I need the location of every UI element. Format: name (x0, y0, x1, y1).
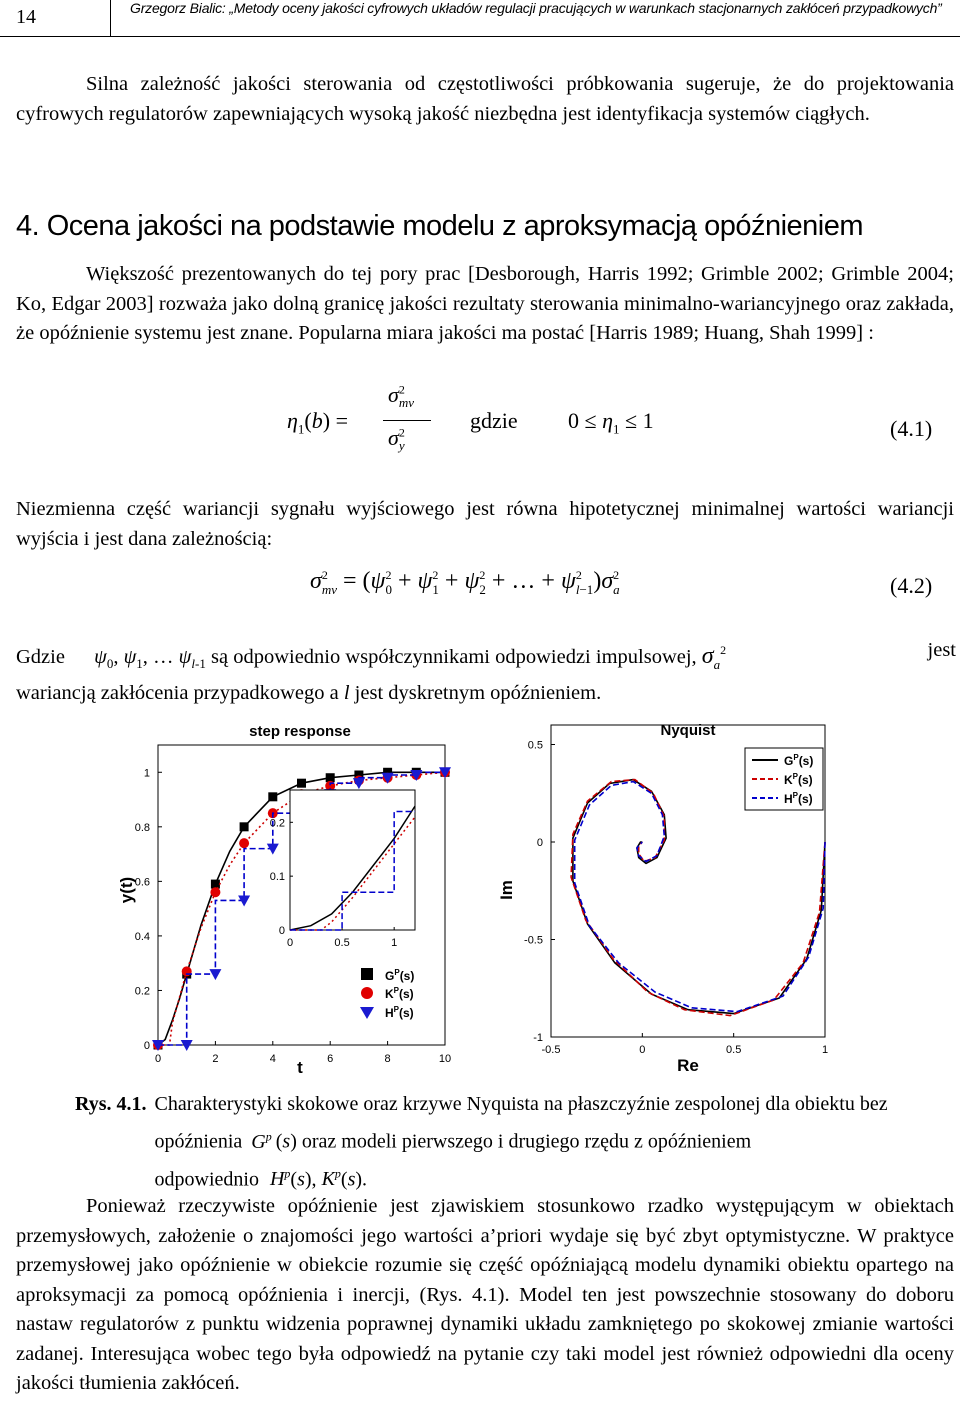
inset-ytick-label: 0.1 (269, 871, 285, 884)
eq1-number: (4.1) (890, 416, 933, 441)
inset-xtick-label: 0.5 (334, 937, 350, 949)
step-ytick-label: 0 (143, 1040, 150, 1052)
p4-psi-list: $\psi_0$, $\psi_1$, … $\psi_{l-1}$ (94, 646, 206, 672)
caption-text-1: Charakterystyki skokowe oraz krzywe Nyquista na płaszczyźnie zespolonej dla obiektu bez opóźnienia (154, 1093, 888, 1153)
step-title: step response (249, 723, 351, 740)
nyquist-xlabel: Re (677, 1056, 699, 1075)
nyq-xtick-label: 0.5 (726, 1044, 742, 1056)
eq1-denominator: $\sigma^2_y$ (388, 425, 405, 454)
paragraph-variance: Niezmienna część wariancji sygnału wyjściowego jest równa hipotetycznej minimalnej wartości wariancji wyjścia i jest dana zależnością: (16, 498, 954, 550)
step-ytick-label: 0.4 (134, 930, 150, 943)
nyq-series-line-2 (575, 782, 825, 1012)
nyq-xtick-label: 1 (821, 1044, 829, 1056)
paragraph-intro: Silna zależność jakości sterowania od częstotliwości próbkowania sugeruje, że do projektowania cyfrowych regulatorów zapewniających wysoką jakość niezbędna jest identyfikacja systemów ciągłych. (16, 73, 954, 125)
legend-marker-g (361, 968, 373, 980)
step-xtick-label: 4 (269, 1053, 276, 1065)
caption-text-2: oraz modeli pierwszego i drugiego rzędu z opóźnieniem (301, 1130, 752, 1153)
legend-k-label: $K^P(s)$ (385, 986, 414, 1001)
nyq-legend-g-label: $G^P(s)$ (784, 753, 814, 768)
nyq-ytick-label: 0 (536, 837, 543, 849)
step-ytick-label: 0.2 (134, 985, 150, 998)
step-response-chart (117, 723, 451, 1077)
step-marker-g (268, 792, 277, 801)
page-header (0, 0, 960, 38)
header-rule (110, 36, 960, 37)
nyq-ytick-label: -1 (533, 1032, 543, 1044)
step-marker-g (297, 779, 306, 788)
eq1-range: $0 \le \eta_1 \le 1$ (568, 408, 654, 437)
page-number: 14 (16, 6, 36, 28)
step-xtick-label: 8 (384, 1053, 391, 1065)
section-heading: 4. Ocena jakości na podstawie modelu z aproksymacją opóźnieniem (16, 210, 864, 242)
step-marker-g (240, 822, 249, 831)
legend-h-label: $H^P(s)$ (385, 1005, 414, 1020)
step-marker-h (209, 969, 221, 980)
inset-ytick-label: 0.2 (269, 817, 285, 830)
step-marker-g (211, 880, 220, 889)
step-xtick-label: 2 (212, 1053, 219, 1065)
paragraph-coefficients: Gdzie $\psi_0$, $\psi_1$, … $\psi_{l-1}$ są odpowiednio współczynnikami odpowiedzi impulsowej, $\sigma_a^2$ jest wariancją zakłócenia przypadkowego a l jest dyskretnym opóźnieniem. (16, 639, 956, 705)
paragraph-delay: Ponieważ rzeczywiste opóźnienie jest zjawiskiem stosunkowo rzadko występującym w obiektach przemysłowych, założenie o znajomości jego wartości a’priori wydaje się być zbyt optymistyczne. W praktyce przemysłowej jako opóźnienie w obiekcie rozumie się część opóźniającą modelu dynamiki obiektu opartego na aproksymacji za pomocą opóźnienia i inercji, (Rys. 4.1). Model ten jest powszechnie stosowany do doboru nastaw regulatorów z punktu widzenia poprawnej dynamiki układu zamkniętego po skokowej zmianie wartości zadanej. Interesująca wobec tego była odpowiedź na pytanie czy taki model jest również odpowiedni dla oceny jakości tłumienia zakłóceń. (16, 1195, 954, 1394)
step-xlabel: t (297, 1058, 303, 1077)
nyq-series-line-1 (571, 780, 825, 1016)
p4-sigma-a: $\sigma_a^2$ (701, 643, 727, 672)
page-number-box (0, 0, 111, 37)
caption-text-3: odpowiednio (154, 1168, 259, 1191)
nyq-legend-k-label: $K^P(s)$ (784, 772, 813, 787)
inset-ytick-label: 0 (278, 925, 285, 937)
nyquist-title: Nyquist (660, 722, 716, 739)
inset-frame (290, 790, 415, 930)
running-title: Grzegorz Bialic: „Metody oceny jakości cyfrowych układów regulacji pracujących w warunkach stacjonarnych zakłóceń przypadkowych” (130, 0, 942, 16)
nyq-series-line-0 (573, 780, 825, 1014)
p4-end2: jest dyskretnym opóźnieniem. (354, 682, 602, 705)
figure-4-1 (0, 705, 960, 1085)
paragraph-measure: Większość prezentowanych do tej pory prac [Desborough, Harris 1992; Grimble 2002; Grimble 2004; Ko, Edgar 2003] rozważa jako dolną granicę jakości rezultaty sterowania minimalno-wariancyjnego oraz zakłada, że opóźnienie systemu jest znane. Popularna miara jakości ma postać [Harris 1989; Huang, Shah 1999] : (16, 263, 954, 344)
nyq-ytick-label: -0.5 (524, 934, 543, 947)
eq2-body: $\sigma^2_{mv} = (\psi^2_0 + \psi^2_1 + \psi^2_2$ + … + $\psi^2_{l-1})\sigma^2_a$ (310, 568, 620, 597)
step-marker-k (210, 887, 220, 897)
nyquist-chart (497, 722, 828, 1075)
figure-caption (75, 1088, 925, 1195)
legend-marker-h (360, 1007, 374, 1019)
step-marker-g (326, 773, 335, 782)
step-ytick-label: 1 (143, 767, 150, 780)
step-xtick-label: 10 (438, 1053, 452, 1065)
nyq-xtick-label: -0.5 (541, 1044, 561, 1056)
caption-label: Rys. 4.1. (75, 1093, 147, 1115)
p4-middle: są odpowiednio współczynnikami odpowiedzi impulsowej, (211, 646, 697, 668)
eq1-fraction-bar (383, 420, 431, 421)
nyq-legend-h-label: $H^P(s)$ (784, 791, 813, 806)
legend-marker-k (361, 987, 373, 999)
inset-xtick-label: 1 (391, 937, 398, 949)
step-marker-k (239, 838, 249, 848)
p4-end1: wariancją zakłócenia przypadkowego a (16, 682, 339, 705)
step-xtick-label: 0 (154, 1053, 162, 1065)
step-xtick-label: 6 (327, 1053, 334, 1065)
inset-xtick-label: 0 (286, 937, 294, 949)
nyquist-series (571, 780, 825, 1016)
nyq-xtick-label: 0 (639, 1044, 646, 1056)
caption-text: Charakterystyki skokowe oraz krzywe Nyquista na płaszczyźnie zespolonej dla obiektu bez opóźnienia $G^p$ (s) oraz modeli pierwszego i drugiego rzędu z opóźnieniem odpowiednio $H^p(s)$, $K^p(s)$. (154, 1093, 888, 1191)
nyquist-ylabel: Im (497, 880, 516, 900)
step-marker-h (353, 778, 365, 789)
step-ytick-label: 0.6 (134, 876, 150, 889)
legend-g-label: $G^P(s)$ (385, 968, 415, 983)
p4-gdzie: Gdzie (16, 646, 65, 668)
p4-l: l (343, 682, 350, 705)
eq1-numerator: $\sigma^2_{mv}$ (388, 382, 415, 411)
eq1-where: gdzie (470, 408, 518, 433)
nyq-ytick-label: 0.5 (527, 739, 543, 752)
nyquist-legend (745, 748, 823, 810)
step-inset (270, 790, 415, 949)
step-ytick-label: 0.8 (134, 821, 150, 834)
eq1-lhs: $\eta_1(b)$ = (287, 408, 348, 437)
step-legend (360, 968, 414, 1020)
eq2-number: (4.2) (890, 573, 933, 598)
step-ylabel: y(t) (117, 876, 136, 904)
